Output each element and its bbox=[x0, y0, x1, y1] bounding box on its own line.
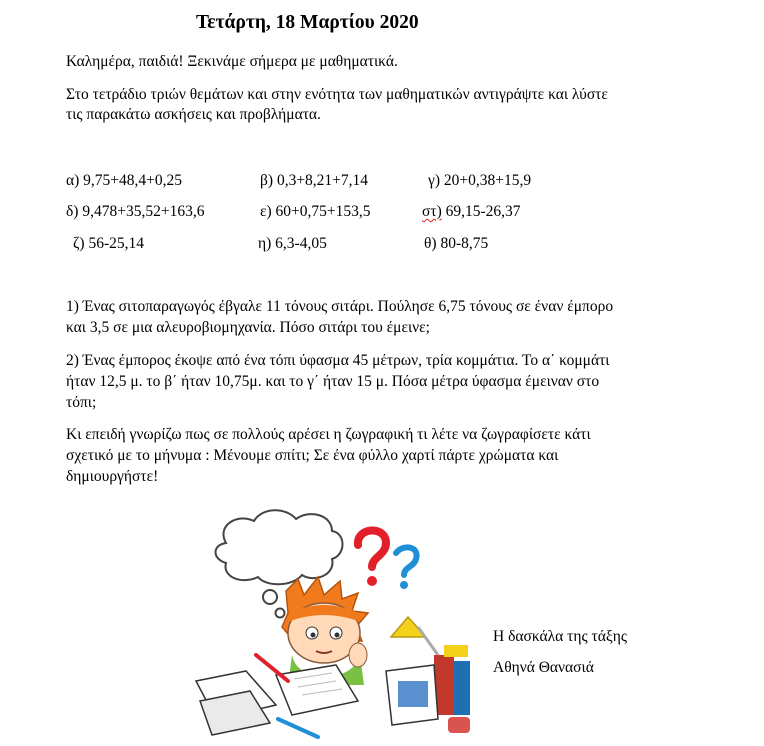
problem-1-line-2: και 3,5 σε μια αλευροβιομηχανία. Πόσο σιτάρι του έμεινε; bbox=[66, 319, 430, 336]
problem-1-line-1: 1) Ένας σιτοπαραγωγός έβγαλε 11 τόνους σιτάρι. Πούλησε 6,75 τόνους σε έναν έμπορο bbox=[66, 298, 614, 315]
page-title: Τετάρτη, 18 Μαρτίου 2020 bbox=[196, 12, 419, 33]
exercise-b: β) 0,3+8,21+7,14 bbox=[260, 172, 369, 189]
exercise-d: δ) 9,478+35,52+163,6 bbox=[66, 203, 205, 220]
exercise-z: ζ) 56-25,14 bbox=[73, 235, 145, 252]
drawing-line-2: σχετικό με το μήνυμα : Μένουμε σπίτι; Σε ένα φύλλο χαρτί πάρτε χρώματα και bbox=[66, 447, 559, 464]
question-marks bbox=[358, 530, 417, 589]
exercise-e: ε) 60+0,75+153,5 bbox=[260, 203, 371, 220]
drawing-line-3: δημιουργήστε! bbox=[66, 468, 159, 485]
book-stack bbox=[434, 645, 470, 715]
exercise-st: στ) 69,15-26,37 bbox=[422, 203, 521, 220]
exercise-i: η) 6,3-4,05 bbox=[258, 235, 327, 252]
instructions-line-1: Στο τετράδιο τριών θεμάτων και στην ενότητα των μαθηματικών αντιγράψτε και λύστε bbox=[66, 86, 608, 103]
problem-2-line-3: τόπι; bbox=[66, 394, 97, 411]
signature-name: Αθηνά Θανασιά bbox=[493, 659, 594, 676]
signature-role: Η δασκάλα της τάξης bbox=[493, 628, 628, 645]
problem-2-line-1: 2) Ένας έμπορος έκοψε από ένα τόπι ύφασμα 45 μέτρων, τρία κομμάτια. Το α΄ κομμάτι bbox=[66, 352, 610, 369]
exercise-th: θ) 80-8,75 bbox=[424, 235, 489, 252]
problem-2-line-2: ήταν 12,5 μ. το β΄ ήταν 10,75μ. και το γ΄ ήταν 15 μ. Πόσα μέτρα ύφασμα έμειναν στο bbox=[66, 373, 600, 390]
greeting: Καλημέρα, παιδιά! Ξεκινάμε σήμερα με μαθηματικά. bbox=[66, 53, 398, 70]
instructions-line-2: τις παρακάτω ασκήσεις και προβλήματα. bbox=[66, 106, 321, 123]
drawing-line-1: Κι επειδή γνωρίζω πως σε πολλούς αρέσει η ζωγραφική τι λέτε να ζωγραφίσετε κάτι bbox=[66, 426, 591, 443]
open-books bbox=[196, 655, 470, 737]
exercise-c: γ) 20+0,38+15,9 bbox=[428, 172, 532, 189]
child-studying-illustration bbox=[186, 505, 478, 746]
exercise-a: α) 9,75+48,4+0,25 bbox=[66, 172, 183, 189]
